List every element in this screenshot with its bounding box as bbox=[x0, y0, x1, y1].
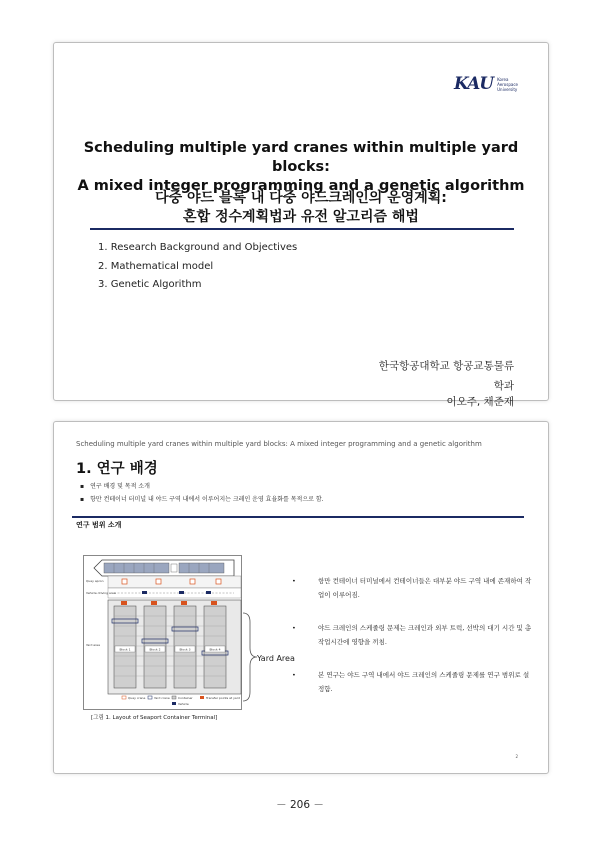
legend bbox=[122, 696, 240, 706]
outline-item: 1. Research Background and Objectives bbox=[98, 242, 298, 253]
logo-text: Korea Aerospace University bbox=[497, 76, 518, 92]
description-item: • 항만 컨테이너 터미널에서 컨테이너들은 대부분 야드 구역 내에 존재하여 작업이 이루어짐. bbox=[292, 574, 532, 602]
legend-label: Yard crane bbox=[154, 696, 170, 700]
block-label: Block 2 bbox=[149, 647, 161, 652]
vehicle-area-label: Vehicle driving area bbox=[86, 591, 116, 595]
outline-item: 3. Genetic Algorithm bbox=[98, 279, 202, 290]
legend-label: Container bbox=[178, 696, 193, 700]
bullet-item: ▪ 항만 컨테이너 터미널 내 야드 구역 내에서 이루어지는 크레인 운영 효율화를 목적으로 함. bbox=[80, 493, 324, 506]
title-slide bbox=[53, 42, 549, 408]
bullet-list bbox=[80, 480, 324, 506]
figure-caption: [그림 1. Layout of Seaport Container Terminal] bbox=[91, 715, 218, 721]
yard-area-bracket bbox=[242, 612, 258, 702]
block-label: Block 3 bbox=[179, 647, 191, 652]
background-slide bbox=[53, 421, 549, 774]
description-item: • 야드 크레인의 스케줄링 문제는 크레인과 외부 트럭, 선박의 대기 시간 및 총 작업시간에 영향을 끼침. bbox=[292, 621, 532, 649]
yard-area-label-text: Yard Area bbox=[257, 654, 295, 663]
page-footer: － 206 － bbox=[276, 799, 324, 811]
legend-label: Quay crane bbox=[128, 696, 146, 700]
description-item: • 본 연구는 야드 구역 내에서 야드 크레인의 스케줄링 문제를 연구 범위로 설정함. bbox=[292, 668, 532, 696]
terminal-layout-diagram bbox=[83, 555, 242, 710]
ship-containers bbox=[104, 563, 224, 573]
outline-list bbox=[98, 239, 297, 295]
block-label: Block 4 bbox=[209, 647, 221, 652]
outline-item: 2. Mathematical model bbox=[98, 260, 214, 272]
yard-area-label: Yard area bbox=[86, 643, 100, 647]
section-title: 1. 연구 배경 bbox=[76, 461, 158, 477]
title-divider bbox=[90, 228, 514, 230]
legend-label: Vehicle bbox=[178, 702, 189, 706]
slide-header: Scheduling multiple yard cranes within multiple yard blocks: A mixed integer programming and a genetic algorithm bbox=[76, 440, 482, 448]
terminal-layout-svg bbox=[84, 556, 241, 709]
logo-mark: KAU bbox=[454, 74, 494, 94]
english-title: Scheduling multiple yard cranes within multiple yard blocks: A mixed integer programming and a genetic algorithm bbox=[77, 140, 525, 194]
subsection-title: 연구 범위 소개 bbox=[76, 521, 122, 529]
description-list bbox=[292, 574, 532, 715]
legend-label: Transfer points at yard bbox=[206, 696, 240, 700]
block-label: Block 1 bbox=[119, 647, 131, 652]
korean-title: 다중 야드 블록 내 다중 야드크레인의 운영계획: 혼합 정수계획법과 유전 알고리즘 해법 bbox=[155, 190, 447, 225]
section-divider bbox=[72, 516, 524, 518]
affiliation: 한국항공대학교 항공교통물류 학과 이오주, 채준재 bbox=[379, 356, 514, 396]
university-logo bbox=[454, 74, 518, 94]
author-names: 이오주, 채준재 bbox=[446, 396, 514, 408]
bullet-item: ▪ 연구 배경 및 목적 소개 bbox=[80, 480, 324, 493]
quay-apron-label: Quay apron bbox=[86, 579, 104, 583]
slide-page-number: 2 bbox=[515, 754, 518, 759]
